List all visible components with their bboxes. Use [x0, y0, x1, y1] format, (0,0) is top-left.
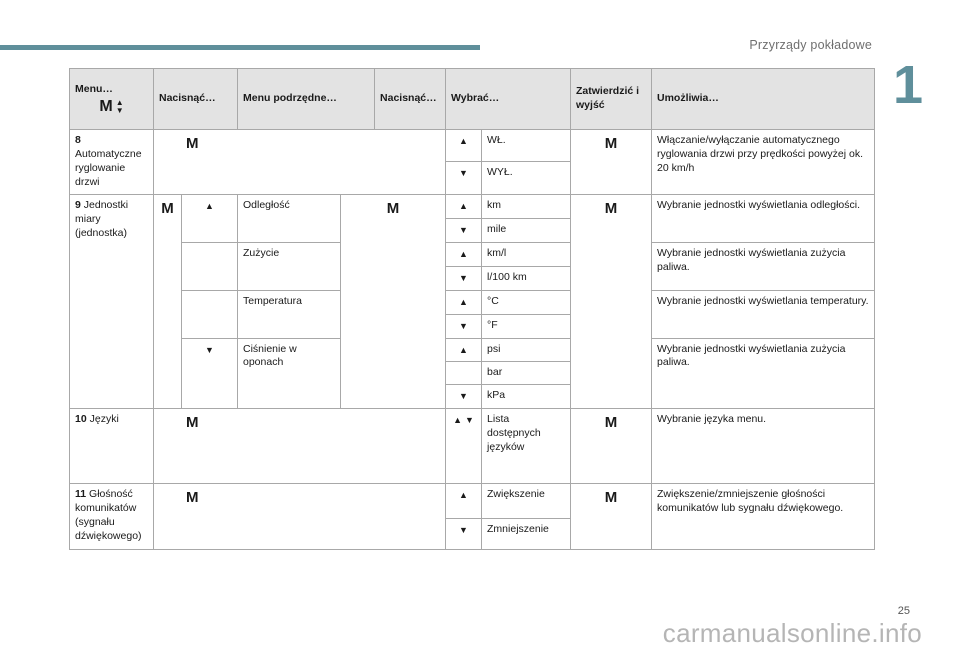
option-cell: Lista dostępnych języków: [482, 409, 571, 484]
header-menu: Menu… M ▲ ▼: [70, 69, 154, 130]
table-row: [70, 194, 875, 218]
arrow-down-icon: ▼: [459, 391, 468, 402]
option-cell: l/100 km: [482, 266, 571, 290]
menu-key-icon: M: [604, 199, 618, 217]
option-cell: Zwiększenie: [482, 484, 571, 519]
description-cell: Wybranie jednostki wyświetlania zużycia paliwa.: [652, 242, 875, 290]
option-cell: psi: [482, 338, 571, 362]
header-confirm: Zatwierdzić i wyjść: [571, 69, 652, 130]
menu-key-icon: M: [604, 135, 618, 152]
arrow-down-icon: ▼: [459, 525, 468, 536]
arrow-down-icon: ▼: [464, 415, 474, 426]
description-cell: Wybranie jednostki wyświetlania zużycia paliwa.: [652, 338, 875, 409]
arrow-up-icon: ▲: [459, 200, 468, 211]
watermark: carmanualsonline.info: [662, 618, 922, 648]
arrow-down-icon: ▼: [459, 320, 468, 331]
arrow-up-icon: ▲: [205, 200, 214, 211]
menu-cell: 9 Jednostki miary (jednostka): [70, 194, 154, 409]
menu-key-icon: M: [386, 199, 400, 217]
table-row: [70, 130, 875, 162]
arrow-up-icon: ▲: [453, 415, 463, 426]
description-cell: Wybranie języka menu.: [652, 409, 875, 484]
arrow-down-icon: ▼: [459, 168, 468, 179]
option-cell: bar: [482, 362, 571, 385]
submenu-cell: Ciśnienie w oponach: [238, 338, 341, 409]
option-cell: kPa: [482, 385, 571, 409]
header-bar: [0, 45, 480, 50]
description-cell: Wybranie jednostki wyświetlania temperatury.: [652, 290, 875, 338]
header-press: Nacisnąć…: [154, 69, 238, 130]
arrow-down-icon: ▼: [459, 272, 468, 283]
menu-key-icon: M: [186, 135, 199, 152]
option-cell: WYŁ.: [482, 162, 571, 194]
option-cell: km: [482, 194, 571, 218]
option-cell: mile: [482, 218, 571, 242]
option-cell: °C: [482, 290, 571, 314]
menu-key-icon: M: [161, 199, 174, 217]
submenu-cell: Temperatura: [238, 290, 341, 338]
menu-key-icon: M: [186, 489, 199, 507]
arrow-up-icon: ▲: [459, 296, 468, 307]
table-header-row: [70, 69, 875, 130]
arrow-down-icon: ▼: [205, 344, 214, 355]
description-cell: Zwiększenie/zmniejszenie głośności komunikatów lub sygnału dźwiękowego.: [652, 484, 875, 550]
settings-table: [69, 68, 875, 550]
menu-key-icon: M: [604, 414, 618, 432]
section-title: Przyrządy pokładowe: [749, 38, 872, 52]
table-row: [70, 338, 875, 362]
option-cell: °F: [482, 314, 571, 338]
option-cell: WŁ.: [482, 130, 571, 162]
arrow-up-icon: ▲: [459, 136, 468, 146]
table-row: [70, 484, 875, 519]
menu-key-with-arrows-icon: M ▲ ▼: [99, 97, 124, 115]
arrow-down-icon: ▼: [459, 224, 468, 235]
header-select: Wybrać…: [446, 69, 571, 130]
menu-key-icon: M: [186, 414, 199, 432]
chapter-number: 1: [893, 55, 924, 115]
option-cell: Zmniejszenie: [482, 519, 571, 550]
header-submenu: Menu podrzędne…: [238, 69, 375, 130]
option-cell: km/l: [482, 242, 571, 266]
description-cell: Włączanie/wyłączanie automatycznego ryglowania drzwi przy prędkości powyżej ok. 20 km/h: [652, 130, 875, 195]
arrow-up-icon: ▲: [459, 490, 468, 501]
arrow-up-icon: ▲: [459, 344, 468, 355]
table-row: [70, 409, 875, 484]
header-enables: Umożliwia…: [652, 69, 875, 130]
menu-cell: 10 Języki: [70, 409, 154, 484]
menu-cell: 8 Automatyczne ryglowanie drzwi: [70, 130, 154, 195]
table-row: [70, 290, 875, 314]
menu-cell: 11 Głośność komunikatów (sygnału dźwiękowego): [70, 484, 154, 550]
header-press-2: Nacisnąć…: [375, 69, 446, 130]
submenu-cell: Odległość: [238, 194, 341, 242]
page-number: 25: [897, 605, 910, 617]
submenu-cell: Zużycie: [238, 242, 341, 290]
table-row: [70, 242, 875, 266]
description-cell: Wybranie jednostki wyświetlania odległości.: [652, 194, 875, 242]
menu-key-icon: M: [604, 489, 618, 507]
arrow-up-icon: ▲: [459, 248, 468, 259]
